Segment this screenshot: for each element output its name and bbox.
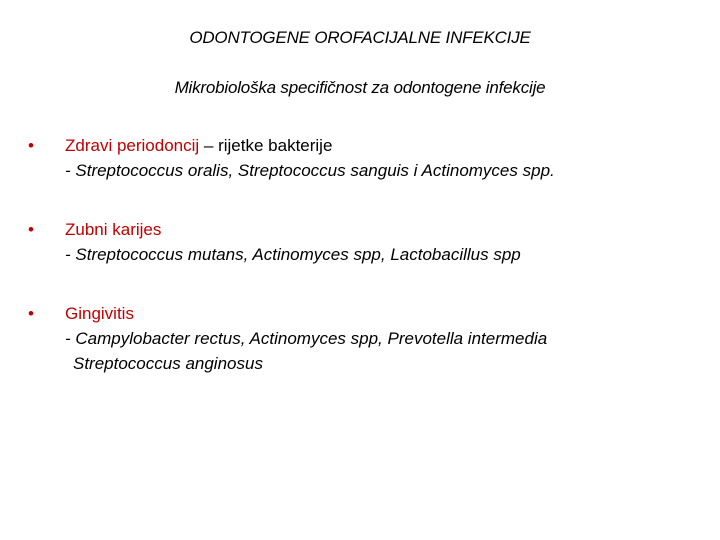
bullet-item-caries [28,217,698,267]
bullet-list [28,133,698,410]
slide-title: ODONTOGENE OROFACIJALNE INFEKCIJE [189,28,531,47]
bullet-icon: • [28,304,34,323]
slide-subtitle: Mikrobiološka specifičnost za odontogene infekcije [174,78,546,97]
bullet-item-gingivitis [28,301,698,376]
bullet-heading: Zubni karijes [65,220,162,239]
bullet-heading: Gingivitis [65,304,134,323]
bullet-detail: - Campylobacter rectus, Actinomyces spp, Prevotella intermedia [65,329,548,348]
bullet-heading: Zdravi periodoncij [65,136,200,155]
bullet-icon: • [28,136,34,155]
bullet-detail: - Streptococcus oralis, Streptococcus sanguis i Actinomyces spp. [65,161,555,180]
bullet-detail: - Streptococcus mutans, Actinomyces spp, Lactobacillus spp [65,245,521,264]
bullet-detail-continued: Streptococcus anginosus [73,354,263,373]
bullet-icon: • [28,220,34,239]
bullet-heading-rest: – rijetke bakterije [199,136,333,155]
bullet-item-healthy-periodontium [28,133,698,183]
